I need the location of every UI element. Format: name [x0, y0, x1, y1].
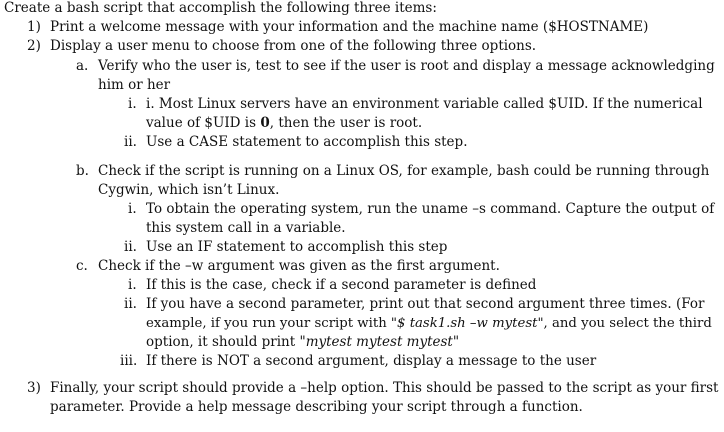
item-2c-ii-line2-post: ", and you select the third: [537, 316, 712, 331]
item-3-line1: Finally, your script should provide a –help option. This should be passed to the script as your first: [50, 380, 719, 396]
item-2c-iii-marker: iii.: [120, 353, 138, 369]
item-2c-ii-line3: [146, 333, 459, 352]
item-2b-line2: Cygwin, which isn’t Linux.: [98, 182, 280, 198]
intro-text: Create a bash script that accomplish the following three items:: [4, 0, 437, 16]
item-2b-i-line2: this system call in a variable.: [146, 220, 346, 236]
item-2c-ii-line3-italic: mytest mytest mytest: [305, 334, 453, 350]
item-2b-i-line1: To obtain the operating system, run the uname –s command. Capture the output of: [146, 201, 715, 217]
item-2c-text: Check if the –w argument was given as the first argument.: [98, 258, 500, 274]
item-2b-i-marker: i.: [128, 201, 137, 217]
item-2c-ii-line1: If you have a second parameter, print out that second argument three times. (For: [146, 296, 705, 312]
item-2b-marker: b.: [76, 163, 89, 179]
item-2a-ii-marker: ii.: [124, 134, 137, 150]
item-2c-ii-line2-italic: $ task1.sh –w mytest: [397, 316, 538, 331]
item-2b-ii-text: Use an IF statement to accomplish this step: [146, 239, 448, 255]
item-2c-iii-text: If there is NOT a second argument, display a message to the user: [146, 353, 597, 369]
item-2a-i-line2: [146, 114, 422, 133]
item-2b-ii-marker: ii.: [124, 239, 137, 255]
item-3-marker: 3): [27, 380, 41, 396]
item-2c-ii-line3-post: ": [452, 334, 460, 350]
item-2a-line2: him or her: [98, 77, 171, 93]
item-2a-i-line2-pre: value of $UID is: [146, 115, 261, 131]
item-1-marker: 1): [27, 19, 41, 35]
item-2b-line1: Check if the script is running on a Linux OS, for example, bash could be running through: [98, 163, 710, 179]
item-2a-i-line2-bold: 0: [260, 115, 270, 131]
item-2a-i-marker: i.: [128, 96, 137, 112]
item-3-line2: parameter. Provide a help message describing your script through a function.: [50, 399, 583, 415]
item-2c-ii-line2-pre: example, if you run your script with ": [146, 316, 398, 331]
item-2a-marker: a.: [76, 58, 89, 74]
item-2c-ii-marker: ii.: [124, 296, 137, 312]
item-1-text: Print a welcome message with your information and the machine name ($HOSTNAME): [50, 19, 649, 35]
item-2a-line1: Verify who the user is, test to see if the user is root and display a message acknowledging: [98, 58, 715, 74]
item-2c-i-marker: i.: [128, 277, 137, 293]
item-2c-marker: c.: [76, 258, 88, 274]
item-2a-i-line1: i. Most Linux servers have an environment variable called $UID. If the numerical: [146, 96, 703, 112]
item-2c-ii-line3-pre: option, it should print ": [146, 334, 306, 350]
item-2a-i-line2-post: , then the user is root.: [269, 115, 423, 131]
item-2c-i-text: If this is the case, check if a second parameter is defined: [146, 277, 537, 293]
item-2c-ii-line2: [146, 314, 712, 333]
item-2a-ii-text: Use a CASE statement to accomplish this step.: [146, 134, 468, 150]
item-2-marker: 2): [27, 38, 41, 54]
item-2-text: Display a user menu to choose from one of the following three options.: [50, 38, 537, 54]
